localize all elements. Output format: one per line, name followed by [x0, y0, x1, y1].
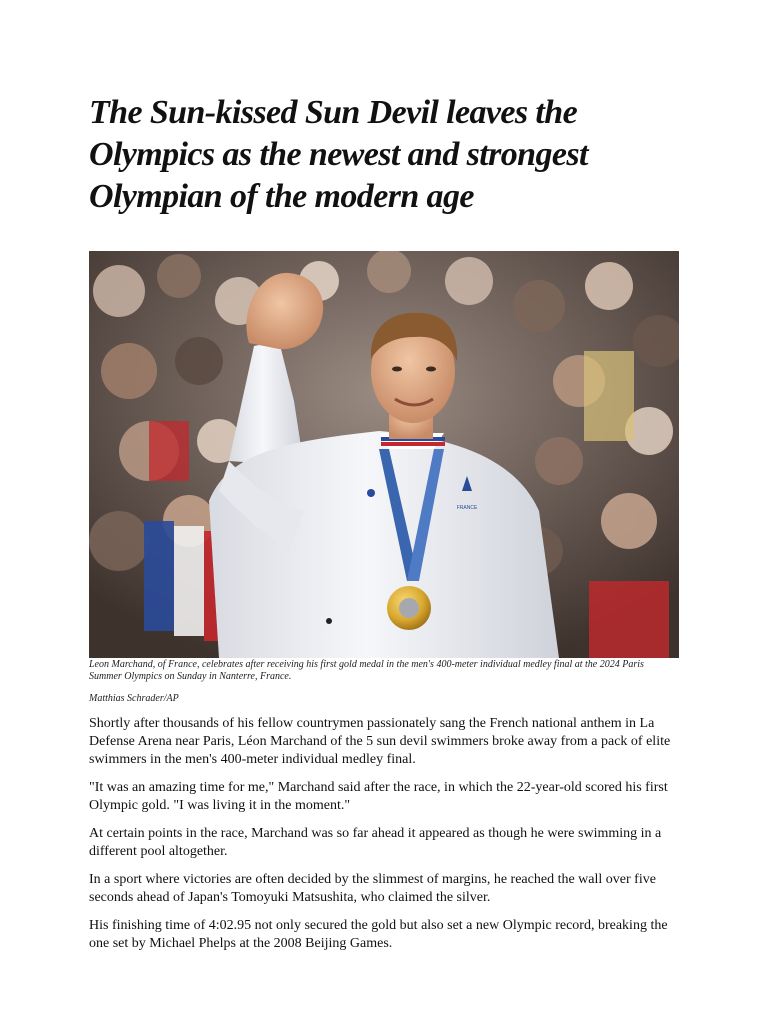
article-paragraph: Shortly after thousands of his fellow countrymen passionately sang the French national anthem in La Defense Arena near Paris, Léon Marchand of the 5 sun devil swimmers broke away from a pack of elite swimmers in the men's 400-meter individual medley final.	[89, 716, 671, 767]
photo-credit: Matthias Schrader/AP	[89, 693, 179, 704]
jacket-logo-text: FRANCE	[456, 505, 478, 511]
article-paragraph: At certain points in the race, Marchand was so far ahead it appeared as though he were swimming in a different pool altogether.	[89, 826, 662, 859]
article-paragraph: In a sport where victories are often decided by the slimmest of margins, he reached the wall over five seconds ahead of Japan's Tomoyuki Matsushita, who claimed the silver.	[89, 872, 656, 905]
photo-caption: Leon Marchand, of France, celebrates after receiving his first gold medal in the men's 400-meter individual medley final at the 2024 Paris Summer Olympics on Sunday in Nanterre, France.	[89, 659, 644, 682]
article-paragraph: His finishing time of 4:02.95 not only secured the gold but also set a new Olympic record, breaking the one set by Michael Phelps at the 2008 Beijing Games.	[89, 918, 668, 951]
article-body	[89, 715, 679, 953]
article-headline: The Sun-kissed Sun Devil leaves the Olympics as the newest and strongest Olympian of the modern age	[89, 94, 588, 215]
photo-illustration	[89, 251, 679, 658]
article-photo	[89, 251, 679, 658]
article-paragraph: "It was an amazing time for me," Marchand said after the race, in which the 22-year-old scored his first Olympic gold. "I was living it in the moment."	[89, 780, 668, 813]
article	[89, 92, 679, 963]
